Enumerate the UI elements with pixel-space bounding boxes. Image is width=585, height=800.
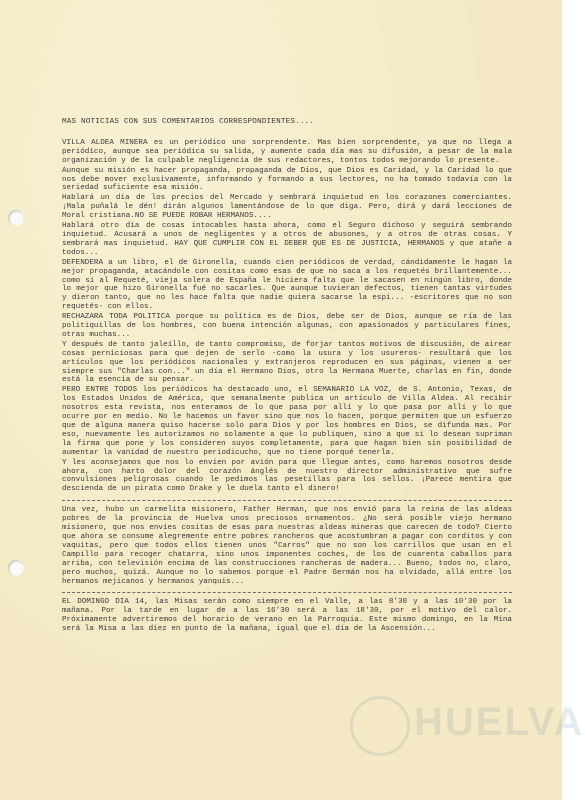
binder-hole xyxy=(8,210,24,226)
section-news-comments xyxy=(62,139,512,494)
seal-icon xyxy=(350,696,410,756)
paragraph: VILLA ALDEA MINERA es un periódico uno sorprendente. Mas bien sorprendente, ya que no llega a periódico, aunque sea periódica su salida, y aumente cada día mas su difusión, a pesar de la mala organización y de la culpable negligencia de sus redactores, tontos todos mejorando lo presente. xyxy=(62,138,512,165)
paragraph: Hablará un día de los precios del Mercado y sembrará inquietud en los corazones comerciantes. ¡Mala puñalá le dén! dirán algunos lamentándose de lo que diga. Pero, dirá y dará lecciones de Moral cristiana.NO SE PUEDE ROBAR HERMANOS.... xyxy=(62,194,512,221)
paragraph: PERO ENTRE TODOS los periódicos ha destacado uno, el SEMANARIO LA VOZ, de S. Antonio, Texas, de los Estados Unidos de América, que semanalmente publica un artículo de Villa Aldea. Al recibir nosotros esta revista, nos enteramos de lo que pasa por allí y lo que pasa por allí y lo que ocurre por en medio. No le hacemos un favor sino que nos lo hacen, porque permiten que un esfuerzo que de alguna manera quiso hacerse solo para Dios y por los hombres en Dios, se difunda mas. Por eso, nuevamente les autorizamos no solamente a que lo publiquen, sino a que si lo desean supriman la firma que pone y los consideren suyos completamente, para que hagan bien sin posibilidad de aumentar la vanidad de nuestro periodicucho, que no tiene porqué tenerla. xyxy=(62,386,512,457)
section-mass-schedule xyxy=(62,598,512,634)
paragraph: Hablará otro día de cosas intocables hasta ahora, como el Seguro dichoso y seguirá sembrando inquietud. Acusará a unos de negligentes y a otros de abusones, y a otros de otras cosas. Y sembrará mas inquietud. HAY QUE CUMPLIR CON EL DEBER QUE ES DE JUSTICIA, HERMANOS y que atañe a todos... xyxy=(62,222,512,257)
binder-hole xyxy=(8,560,24,576)
section-divider xyxy=(62,500,512,501)
binder-holes xyxy=(8,0,28,800)
paragraph: Aunque su misión es hacer propaganda, propaganda de Dios, que Dios es Caridad, y la Caridad lo que nos debe mover exclusivamente, informando y formando a sus lectores, no ha tomado todavía con la seriedad suficiente esa misión. xyxy=(62,166,512,193)
watermark-text: HUELVA xyxy=(414,700,585,744)
section-divider xyxy=(62,592,512,593)
paragraph: RECHAZARA TODA POLITICA porque su política es de Dios, debe ser de Dios, aunque se ría de las politiquillas de los hombres, con buena intención algunas, con apasionados y particulares fines, otras muchas... xyxy=(62,313,512,339)
huelva-watermark xyxy=(350,690,585,760)
paragraph: Una vez, hubo un carmelita misionero, Father Herman, que nos envió para la reina de las aldeas pobres de la provincia de Huelva unos preciosos ornamentos. ¿No será posible viejo hermano misionero, que nos envíes cositas de esas para nuestras aldeas mineras que carecen de todo? Cierto que ahora se consume alegremente entre pobres rancheros que acostumbran a pagar con corditos y con vaquitas, pero que todos ellos tienen unos "Carros" que no son los carrillos que usan en el Campillo para recoger chatarra, sino unos imponentes coches, de los de cuarenta caballos para arriba, con televisión encima de las construcciones rancheras de madera... Bueno, todos no, claro, pero muchos, quizá. Aunque no lo sabemos porque el Padre Germán nos ha olvidado, allá entre los hermanos mejicanos y hermanos yanquis... xyxy=(62,506,512,586)
paragraph: EL DOMINGO DIA 14, las Misas serán como siempre en el Valle, a las 8'30 y a las 10'30 por la mañana. Por la tarde en lugar de a las 16'30 será a las 18'30, por el motivo del calor. Próximamente advertiremos del horario de verano en la Parroquia. Este mismo domingo, en la Mina será la Misa a las diez en punto de la mañana, igual que el día de la Ascensión... xyxy=(62,598,512,634)
paragraph: DEFENDERA a un libro, el de Gironella, cuando cien periódicos de verdad, cándidamente le hagan la mejor propaganda, atacándole con cositas como esas de que no saca a los requetés brillantemente... como si al Requeté, vieja solera de España le hiciera falta que le sacasen en ningún libro, donde lo mejor que hizo Gironella fué no sacarles. Que aunque tuvieran defectos, tienen tantas virtudes y dieron tanto, que no les hace falta que nadie quiera sacarse la espi... -escritores que no son requetés- con ellos. xyxy=(62,258,512,312)
paragraph: Y les aconsejamos que nos lo envíen por avión para que llegue antes, como haremos nosotros desde ahora, con harto dolor del corazón ánglés de nuestro director administrativo que sufre convulsiones peligrosas cuando le pedimos las pesetillas para los sellos. ¡Parece mentira que descienda de un pirata como Drake y le duela tanto el dinero! xyxy=(62,458,512,494)
section-missionary xyxy=(62,506,512,586)
document-text xyxy=(62,118,512,635)
page-heading: MAS NOTICIAS CON SUS COMENTARIOS CORRESPONDIENTES.... xyxy=(62,118,315,126)
paragraph: Y después de tanto jaleíllo, de tanto compromiso, de forjar tantos motivos de discusión, de airear cosas perniciosas para que dejen de serlo -como la usura y los usureros- resultará que los artículos que los periódicos nacionales y extranjeros reproducen en sus páginas, vienen a ser siempre sus "Charlas con..." un día el Hermano Dios, otro la Hermana Muerte, charlas en fin, donde está la esencia de su pensar. xyxy=(62,340,512,385)
